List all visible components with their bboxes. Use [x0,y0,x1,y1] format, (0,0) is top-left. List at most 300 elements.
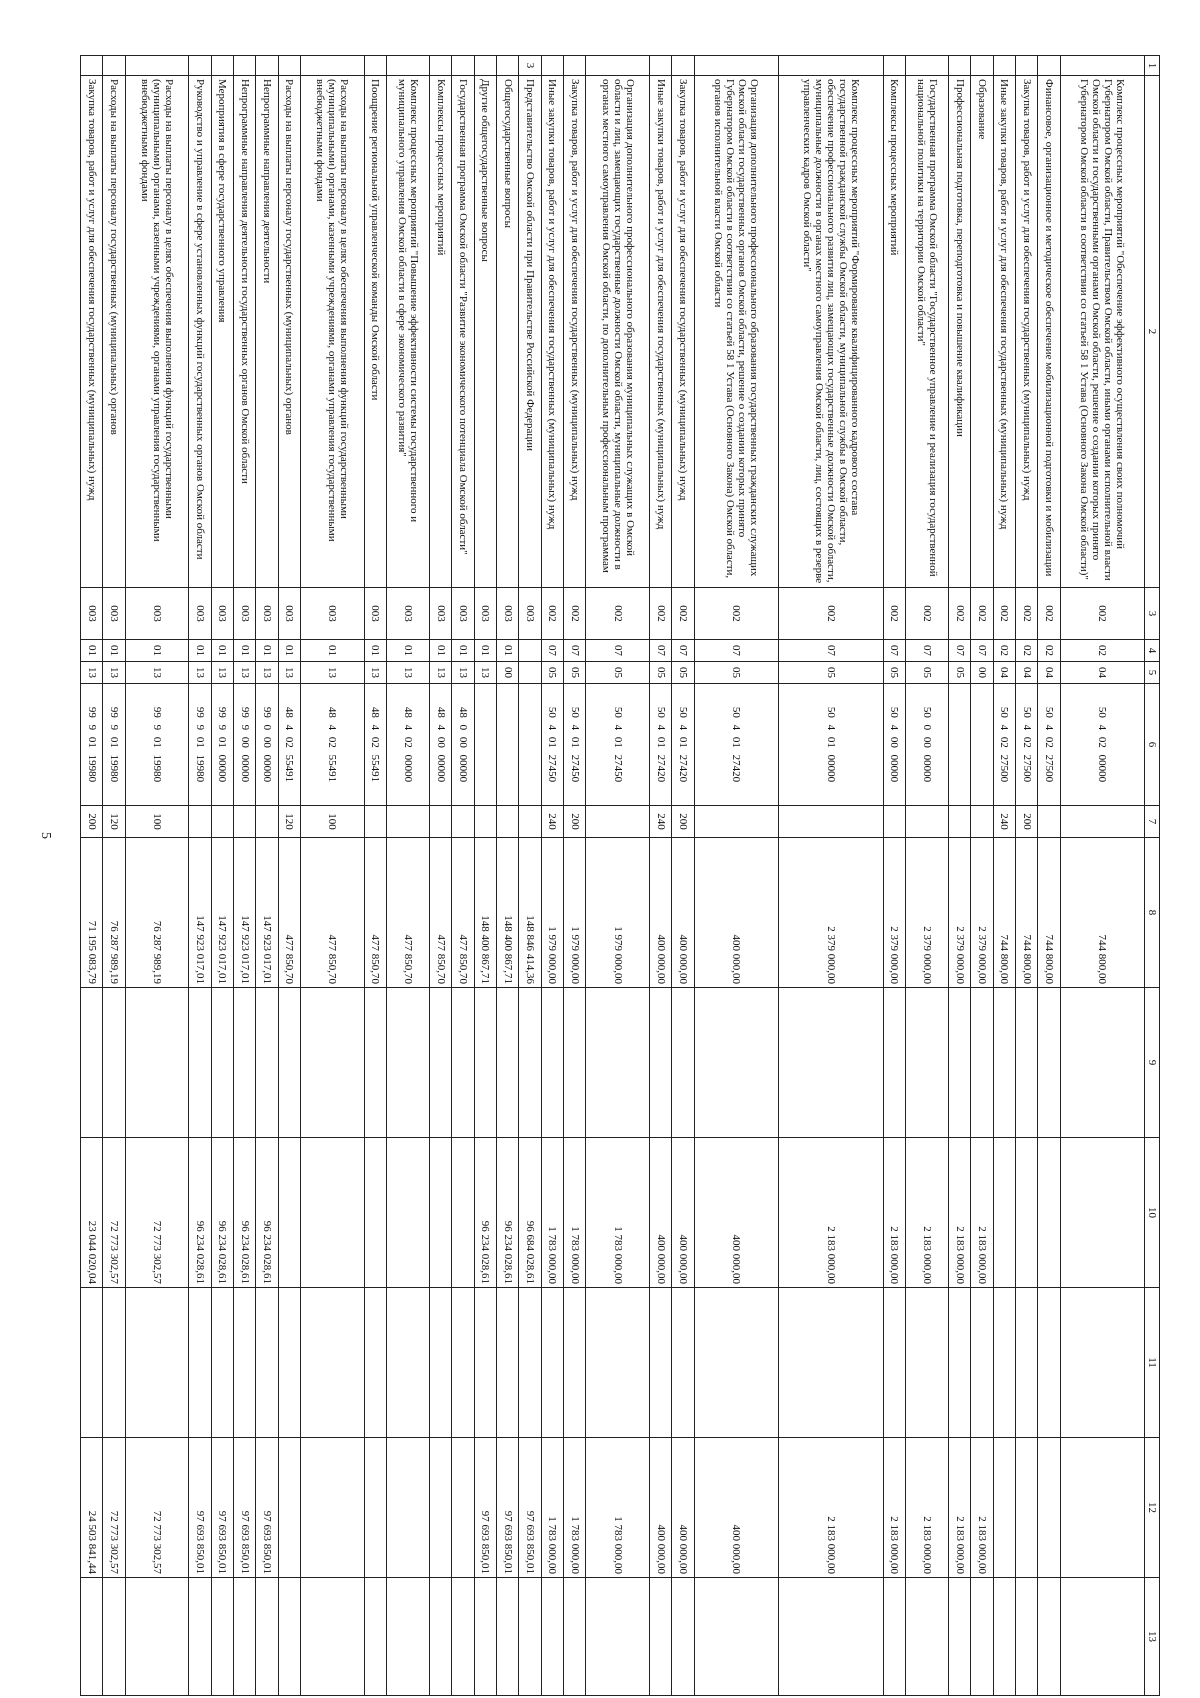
target-article-code [497,684,519,806]
amount-col-11 [564,1288,586,1438]
amount-col-13 [474,1578,496,1696]
amount-col-10 [278,1138,300,1288]
expense-type-code [883,806,905,838]
section-code: 07 [906,640,949,662]
table-row [301,56,365,1696]
ministry-code: 003 [189,588,211,640]
row-number [906,56,949,76]
section-code: 01 [211,640,233,662]
amount-col-10: 1 783 000,00 [541,1138,563,1288]
amount-col-13 [81,1578,103,1696]
amount-col-13 [694,1578,778,1696]
amount-col-11 [278,1288,300,1438]
amount-col-10 [1016,1138,1038,1288]
amount-col-13 [541,1578,563,1696]
amount-col-13 [430,1578,452,1696]
amount-col-13 [883,1578,905,1696]
amount-col-8: 477 850,70 [364,838,386,988]
amount-col-9 [883,988,905,1138]
ministry-code: 002 [1060,588,1144,640]
amount-col-9 [497,988,519,1138]
amount-col-13 [564,1578,586,1696]
amount-col-8: 400 000,00 [672,838,694,988]
ministry-code: 002 [883,588,905,640]
subsection-code: 13 [301,662,365,684]
amount-col-9 [430,988,452,1138]
ministry-code: 003 [497,588,519,640]
subsection-code: 13 [387,662,430,684]
amount-col-10: 2 183 000,00 [906,1138,949,1288]
row-number [971,56,993,76]
section-code: 01 [452,640,474,662]
expense-type-code: 120 [278,806,300,838]
subsection-code: 04 [1038,662,1060,684]
target-article-code: 50 4 01 27420 [672,684,694,806]
expense-type-code: 120 [103,806,125,838]
expense-name: Непрограммные направления деятельности [256,76,278,588]
column-header-9: 9 [1145,988,1160,1138]
table-row [993,56,1015,1696]
amount-col-9 [1038,988,1060,1138]
amount-col-11 [474,1288,496,1438]
amount-col-11 [211,1288,233,1438]
target-article-code: 50 4 02 27500 [1038,684,1060,806]
subsection-code: 13 [103,662,125,684]
expense-name: Образование [971,76,993,588]
amount-col-13 [387,1578,430,1696]
row-number [1038,56,1060,76]
subsection-code: 05 [541,662,563,684]
amount-col-10 [301,1138,365,1288]
ministry-code: 003 [81,588,103,640]
amount-col-13 [971,1578,993,1696]
target-article-code [474,684,496,806]
ministry-code: 003 [256,588,278,640]
ministry-code: 003 [125,588,189,640]
amount-col-9 [586,988,650,1138]
amount-col-9 [971,988,993,1138]
amount-col-13 [497,1578,519,1696]
amount-col-10: 400 000,00 [672,1138,694,1288]
target-article-code: 50 0 00 00000 [906,684,949,806]
expense-name: Закупка товаров, работ и услуг для обеспечения государственных (муниципальных) нужд [672,76,694,588]
target-article-code: 48 0 00 00000 [452,684,474,806]
amount-col-13 [778,1578,883,1696]
subsection-code: 13 [211,662,233,684]
amount-col-11 [971,1288,993,1438]
amount-col-13 [256,1578,278,1696]
table-row [189,56,211,1696]
amount-col-9 [301,988,365,1138]
amount-col-9 [694,988,778,1138]
amount-col-8: 148 400 867,71 [497,838,519,988]
amount-col-9 [81,988,103,1138]
amount-col-11 [189,1288,211,1438]
amount-col-8: 148 400 867,71 [474,838,496,988]
row-number [694,56,778,76]
subsection-code: 13 [474,662,496,684]
amount-col-10 [1060,1138,1144,1288]
amount-col-10: 72 773 302,57 [103,1138,125,1288]
amount-col-10: 96 234 028,61 [189,1138,211,1288]
amount-col-10 [387,1138,430,1288]
amount-col-10: 96 234 028,61 [234,1138,256,1288]
amount-col-8: 1 979 000,00 [586,838,650,988]
amount-col-8: 147 923 017,01 [189,838,211,988]
amount-col-8: 147 923 017,01 [234,838,256,988]
ministry-code: 003 [278,588,300,640]
amount-col-11 [256,1288,278,1438]
section-code: 01 [430,640,452,662]
amount-col-8: 477 850,70 [387,838,430,988]
amount-col-13 [125,1578,189,1696]
table-row [430,56,452,1696]
amount-col-9 [278,988,300,1138]
subsection-code: 13 [81,662,103,684]
row-number [278,56,300,76]
amount-col-11 [81,1288,103,1438]
expense-name: Комплекс процессных мероприятий "Повышение эффективности системы государственного и муниципального управления Омской области в сфере экономического развития" [387,76,430,588]
subsection-code [519,662,541,684]
table-row [906,56,949,1696]
amount-col-9 [949,988,971,1138]
table-row [497,56,519,1696]
target-article-code [971,684,993,806]
amount-col-13 [906,1578,949,1696]
amount-col-12: 97 693 850,01 [256,1438,278,1578]
section-code: 01 [81,640,103,662]
table-row [672,56,694,1696]
amount-col-12 [1038,1438,1060,1578]
amount-col-13 [672,1578,694,1696]
amount-col-9 [387,988,430,1138]
section-code: 01 [497,640,519,662]
section-code: 07 [650,640,672,662]
amount-col-8: 1 979 000,00 [564,838,586,988]
amount-col-10: 1 783 000,00 [564,1138,586,1288]
expense-type-code: 200 [564,806,586,838]
row-number [564,56,586,76]
table-row [81,56,103,1696]
table-row [387,56,430,1696]
amount-col-11 [125,1288,189,1438]
expense-type-code [189,806,211,838]
row-number [650,56,672,76]
amount-col-8: 477 850,70 [301,838,365,988]
amount-col-9 [672,988,694,1138]
section-code: 07 [778,640,883,662]
column-header-10: 10 [1145,1138,1160,1288]
amount-col-12 [387,1438,430,1578]
amount-col-12: 2 183 000,00 [778,1438,883,1578]
column-header-6: 6 [1145,684,1160,806]
section-code: 07 [586,640,650,662]
amount-col-11 [1038,1288,1060,1438]
subsection-code: 13 [364,662,386,684]
amount-col-10: 2 183 000,00 [778,1138,883,1288]
target-article-code: 99 9 01 00000 [211,684,233,806]
amount-col-8: 744 800,00 [993,838,1015,988]
expense-type-code [778,806,883,838]
amount-col-12: 400 000,00 [650,1438,672,1578]
amount-col-10: 2 183 000,00 [883,1138,905,1288]
row-number [883,56,905,76]
target-article-code: 50 4 01 27450 [564,684,586,806]
expense-type-code [452,806,474,838]
amount-col-13 [364,1578,386,1696]
expense-type-code [1038,806,1060,838]
subsection-code: 04 [993,662,1015,684]
expense-name: Государственная программа Омской области "Государственное управление и реализация государственной национальной политики на территории Омской области" [906,76,949,588]
budget-table [80,55,1160,1696]
target-article-code [949,684,971,806]
row-number [993,56,1015,76]
expense-name: Иные закупки товаров, работ и услуг для обеспечения государственных (муниципальных) нужд [650,76,672,588]
amount-col-10: 96 234 028,61 [474,1138,496,1288]
amount-col-10: 1 783 000,00 [586,1138,650,1288]
ministry-code: 002 [778,588,883,640]
ministry-code: 002 [586,588,650,640]
amount-col-12 [452,1438,474,1578]
ministry-code: 003 [387,588,430,640]
expense-type-code: 200 [81,806,103,838]
amount-col-10: 96 234 028,61 [211,1138,233,1288]
table-body [81,56,1145,1696]
target-article-code: 50 4 02 27500 [993,684,1015,806]
amount-col-9 [519,988,541,1138]
subsection-code: 05 [883,662,905,684]
amount-col-9 [541,988,563,1138]
target-article-code: 99 9 01 19980 [81,684,103,806]
row-number [256,56,278,76]
amount-col-10: 96 234 028,61 [497,1138,519,1288]
amount-col-8: 147 923 017,01 [211,838,233,988]
amount-col-13 [1038,1578,1060,1696]
amount-col-8: 2 379 000,00 [883,838,905,988]
amount-col-8: 76 287 989,19 [103,838,125,988]
table-row [364,56,386,1696]
section-code: 01 [103,640,125,662]
amount-col-10: 72 773 302,57 [125,1138,189,1288]
expense-name: Организация дополнительного профессионального образования государственных гражданских служащих Омской области государственных органов Омской области, решение о создании которых принято Губернатором Омской области в соответствии со статьей 58 1 Устава (Основного Закона) Омской области, органов исполнительной власти Омской области [694,76,778,588]
table-row [778,56,883,1696]
expense-name: Расходы на выплаты персоналу в целях обеспечения выполнения функций государственными (муниципальными) органами, казенными учреждениями, органами управления государственными внебюджетными фондами [125,76,189,588]
target-article-code: 48 4 02 55491 [301,684,365,806]
row-number [103,56,125,76]
amount-col-12: 1 783 000,00 [541,1438,563,1578]
amount-col-11 [497,1288,519,1438]
target-article-code: 50 4 00 00000 [883,684,905,806]
expense-type-code [234,806,256,838]
amount-col-9 [364,988,386,1138]
ministry-code: 003 [234,588,256,640]
amount-col-13 [301,1578,365,1696]
amount-col-8: 477 850,70 [430,838,452,988]
column-header-1: 1 [1145,56,1160,76]
expense-type-code [586,806,650,838]
expense-type-code: 240 [650,806,672,838]
target-article-code: 99 9 01 19980 [103,684,125,806]
amount-col-11 [778,1288,883,1438]
amount-col-10 [364,1138,386,1288]
expense-name: Непрограммные направления деятельности государственных органов Омской области [234,76,256,588]
row-number [778,56,883,76]
amount-col-11 [694,1288,778,1438]
table-row [211,56,233,1696]
subsection-code: 05 [778,662,883,684]
amount-col-9 [906,988,949,1138]
amount-col-8: 400 000,00 [694,838,778,988]
ministry-code: 002 [694,588,778,640]
page-number: 5 [38,832,53,839]
expense-name: Государственная программа Омской области "Развитие экономического потенциала Омской области" [452,76,474,588]
ministry-code: 002 [993,588,1015,640]
amount-col-9 [103,988,125,1138]
amount-col-12 [364,1438,386,1578]
target-article-code: 99 9 00 00000 [234,684,256,806]
header-row [1145,56,1160,1696]
target-article-code: 99 0 00 00000 [256,684,278,806]
amount-col-12 [993,1438,1015,1578]
subsection-code: 13 [256,662,278,684]
table-row [519,56,541,1696]
row-number [452,56,474,76]
table-row [234,56,256,1696]
amount-col-13 [234,1578,256,1696]
expense-name: Комплексы процессных мероприятий [430,76,452,588]
amount-col-13 [650,1578,672,1696]
row-number [949,56,971,76]
row-number [586,56,650,76]
row-number [430,56,452,76]
expense-name: Представительство Омской области при Правительстве Российской Федерации [519,76,541,588]
amount-col-13 [189,1578,211,1696]
ministry-code: 002 [541,588,563,640]
amount-col-12: 24 503 841,44 [81,1438,103,1578]
amount-col-12: 97 693 850,01 [474,1438,496,1578]
rotated-table-wrapper [80,55,1160,1695]
table-row [564,56,586,1696]
amount-col-11 [949,1288,971,1438]
amount-col-10: 2 183 000,00 [949,1138,971,1288]
table-row [650,56,672,1696]
amount-col-13 [452,1578,474,1696]
amount-col-11 [234,1288,256,1438]
expense-type-code [387,806,430,838]
expense-name: Общегосударственные вопросы [497,76,519,588]
amount-col-8: 71 195 083,79 [81,838,103,988]
amount-col-8: 147 923 017,01 [256,838,278,988]
section-code: 07 [564,640,586,662]
row-number [474,56,496,76]
amount-col-8: 477 850,70 [452,838,474,988]
amount-col-12: 97 693 850,01 [189,1438,211,1578]
expense-name: Расходы на выплаты персоналу государственных (муниципальных) органов [103,76,125,588]
column-header-5: 5 [1145,662,1160,684]
expense-name: Комплекс процессных мероприятий "Формирование квалифицированного кадрового состава государственной гражданской службы Омской области, муниципальной службы в Омской области, обеспечение профессионального развития лиц, замещающих государственные должности Омской области, муниципальные должности в органах местного самоуправления Омской области, лиц, состоящих в резерве управленческих кадров Омской области" [778,76,883,588]
table-row [256,56,278,1696]
expense-type-code [949,806,971,838]
amount-col-11 [1016,1288,1038,1438]
table-row [541,56,563,1696]
ministry-code: 003 [474,588,496,640]
section-code: 07 [971,640,993,662]
amount-col-10 [430,1138,452,1288]
expense-name: Закупка товаров, работ и услуг для обеспечения государственных (муниципальных) нужд [81,76,103,588]
amount-col-8: 2 379 000,00 [949,838,971,988]
subsection-code: 05 [650,662,672,684]
row-number [125,56,189,76]
table-row [971,56,993,1696]
expense-type-code [364,806,386,838]
section-code: 02 [993,640,1015,662]
amount-col-9 [1060,988,1144,1138]
table-row [103,56,125,1696]
amount-col-13 [278,1578,300,1696]
ministry-code: 002 [1038,588,1060,640]
amount-col-12 [1016,1438,1038,1578]
amount-col-11 [672,1288,694,1438]
target-article-code: 48 4 02 00000 [387,684,430,806]
amount-col-10: 2 183 000,00 [971,1138,993,1288]
amount-col-13 [211,1578,233,1696]
expense-type-code: 100 [301,806,365,838]
target-article-code: 50 4 02 27500 [1016,684,1038,806]
table-row [278,56,300,1696]
amount-col-12: 97 693 850,01 [211,1438,233,1578]
amount-col-13 [103,1578,125,1696]
row-number: 3 [519,56,541,76]
expense-name: Иные закупки товаров, работ и услуг для обеспечения государственных (муниципальных) нужд [993,76,1015,588]
target-article-code: 50 4 02 00000 [1060,684,1144,806]
amount-col-9 [1016,988,1038,1138]
column-header-13: 13 [1145,1578,1160,1696]
target-article-code [519,684,541,806]
amount-col-12 [1060,1438,1144,1578]
subsection-code: 13 [189,662,211,684]
amount-col-12: 2 183 000,00 [971,1438,993,1578]
expense-name: Другие общегосударственные вопросы [474,76,496,588]
section-code [519,640,541,662]
section-code: 01 [301,640,365,662]
amount-col-11 [650,1288,672,1438]
amount-col-9 [993,988,1015,1138]
section-code: 01 [234,640,256,662]
amount-col-11 [906,1288,949,1438]
subsection-code: 05 [949,662,971,684]
ministry-code: 002 [564,588,586,640]
expense-name: Расходы на выплаты персоналу в целях обеспечения выполнения функций государственными (муниципальными) органами, казенными учреждениями, органами управления государственными внебюджетными фондами [301,76,365,588]
amount-col-12: 2 183 000,00 [949,1438,971,1578]
expense-type-code [211,806,233,838]
amount-col-11 [387,1288,430,1438]
section-code: 02 [1060,640,1144,662]
expense-name: Комплекс процессных мероприятий "Обеспечение эффективного осуществления своих полномочий Губернатором Омской области, Правительством Омской области, иными органами исполнительной власти Омской области и государственными органами Омской области, решение о создании которых принято Губернатором Омской области в соответствии со статьей 58 1 Устава (Основного Закона Омской области)" [1060,76,1144,588]
section-code: 07 [541,640,563,662]
expense-type-code: 100 [125,806,189,838]
section-code: 02 [1038,640,1060,662]
amount-col-9 [452,988,474,1138]
amount-col-9 [189,988,211,1138]
amount-col-13 [1060,1578,1144,1696]
expense-name: Профессиональная подготовка, переподготовка и повышение квалификации [949,76,971,588]
ministry-code: 002 [949,588,971,640]
amount-col-11 [541,1288,563,1438]
ministry-code: 003 [301,588,365,640]
amount-col-9 [234,988,256,1138]
table-row [694,56,778,1696]
row-number [211,56,233,76]
